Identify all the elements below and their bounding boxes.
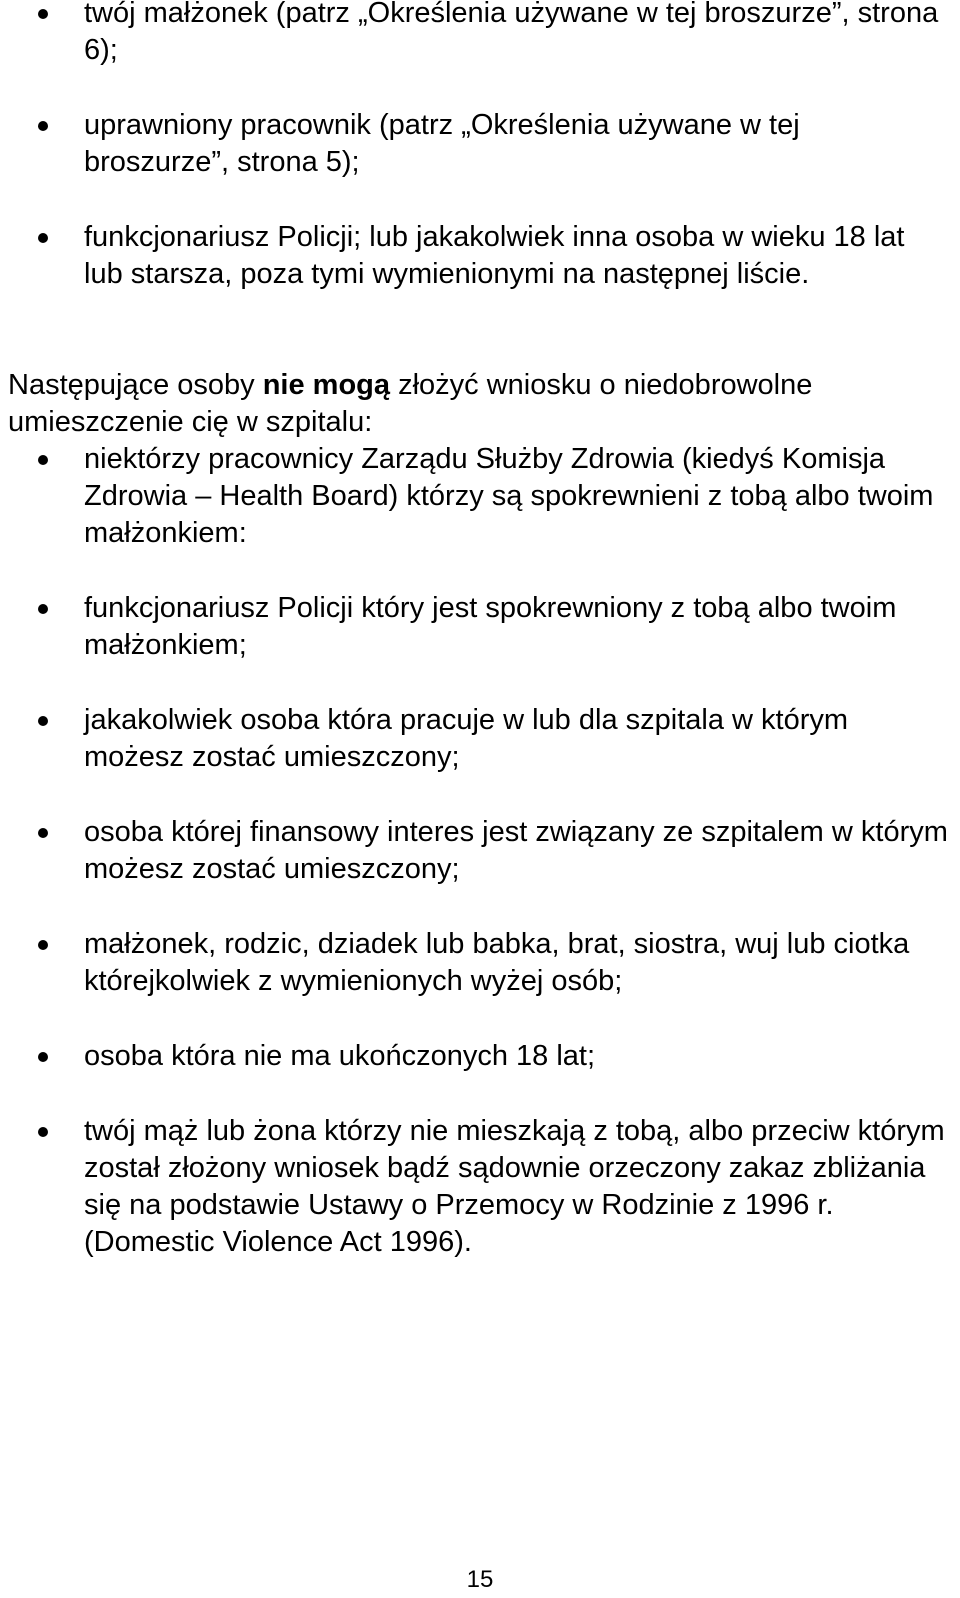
paragraph-emphasis: nie mogą (262, 369, 391, 401)
intro-paragraph (8, 367, 953, 441)
list-item (0, 1113, 960, 1261)
bullet-icon (38, 9, 48, 19)
list-item (0, 926, 960, 1000)
bullet-icon (38, 455, 48, 465)
list-item (0, 441, 960, 552)
list-item-text: osoba której finansowy interes jest związany ze szpitalem w którym możesz zostać umieszczony; (84, 816, 948, 885)
list-item (0, 1038, 960, 1075)
bullet-icon (38, 604, 48, 614)
paragraph-text-before: Następujące osoby (8, 369, 263, 401)
list-item-text: niektórzy pracownicy Zarządu Służby Zdrowia (kiedyś Komisja Zdrowia – Health Board) którzy są spokrewnieni z tobą albo twoim małżonkiem: (84, 443, 934, 549)
bullet-icon (38, 716, 48, 726)
bullet-icon (38, 1052, 48, 1062)
paragraph-text-after: złożyć wniosku o niedobrowolne umieszczenie cię w szpitalu: (8, 369, 813, 438)
bullet-icon (38, 121, 48, 131)
list-item-text: małżonek, rodzic, dziadek lub babka, brat, siostra, wuj lub ciotka którejkolwiek z wymienionych wyżej osób; (84, 928, 910, 997)
list-item-text: uprawniony pracownik (patrz „Określenia używane w tej broszurze”, strona 5); (84, 109, 800, 178)
list-item (0, 702, 960, 776)
list-item (0, 107, 960, 181)
bullet-icon (38, 940, 48, 950)
list-item-text: funkcjonariusz Policji; lub jakakolwiek inna osoba w wieku 18 lat lub starsza, poza tymi wymienionymi na następnej liście. (84, 221, 905, 290)
list-item (0, 0, 960, 69)
list-item-text: osoba która nie ma ukończonych 18 lat; (84, 1040, 596, 1072)
bullet-icon (38, 1127, 48, 1137)
list-item (0, 590, 960, 664)
eligible-applicants-list (0, 0, 960, 331)
list-item-text: funkcjonariusz Policji który jest spokrewniony z tobą albo twoim małżonkiem; (84, 592, 897, 661)
list-item-text: twój mąż lub żona którzy nie mieszkają z tobą, albo przeciw którym został złożony wniosek bądź sądownie orzeczony zakaz zbliżania się na podstawie Ustawy o Przemocy w Rodzinie z 1996 r. (Domestic Violence Act 1996). (84, 1115, 945, 1258)
ineligible-applicants-list (0, 441, 960, 1299)
list-item-text: jakakolwiek osoba która pracuje w lub dla szpitala w którym możesz zostać umieszczony; (84, 704, 849, 773)
list-item-text: twój małżonek (patrz „Określenia używane w tej broszurze”, strona 6); (84, 0, 939, 66)
list-item (0, 219, 960, 293)
bullet-icon (38, 828, 48, 838)
list-item (0, 814, 960, 888)
page-number: 15 (466, 1566, 494, 1593)
bullet-icon (38, 233, 48, 243)
